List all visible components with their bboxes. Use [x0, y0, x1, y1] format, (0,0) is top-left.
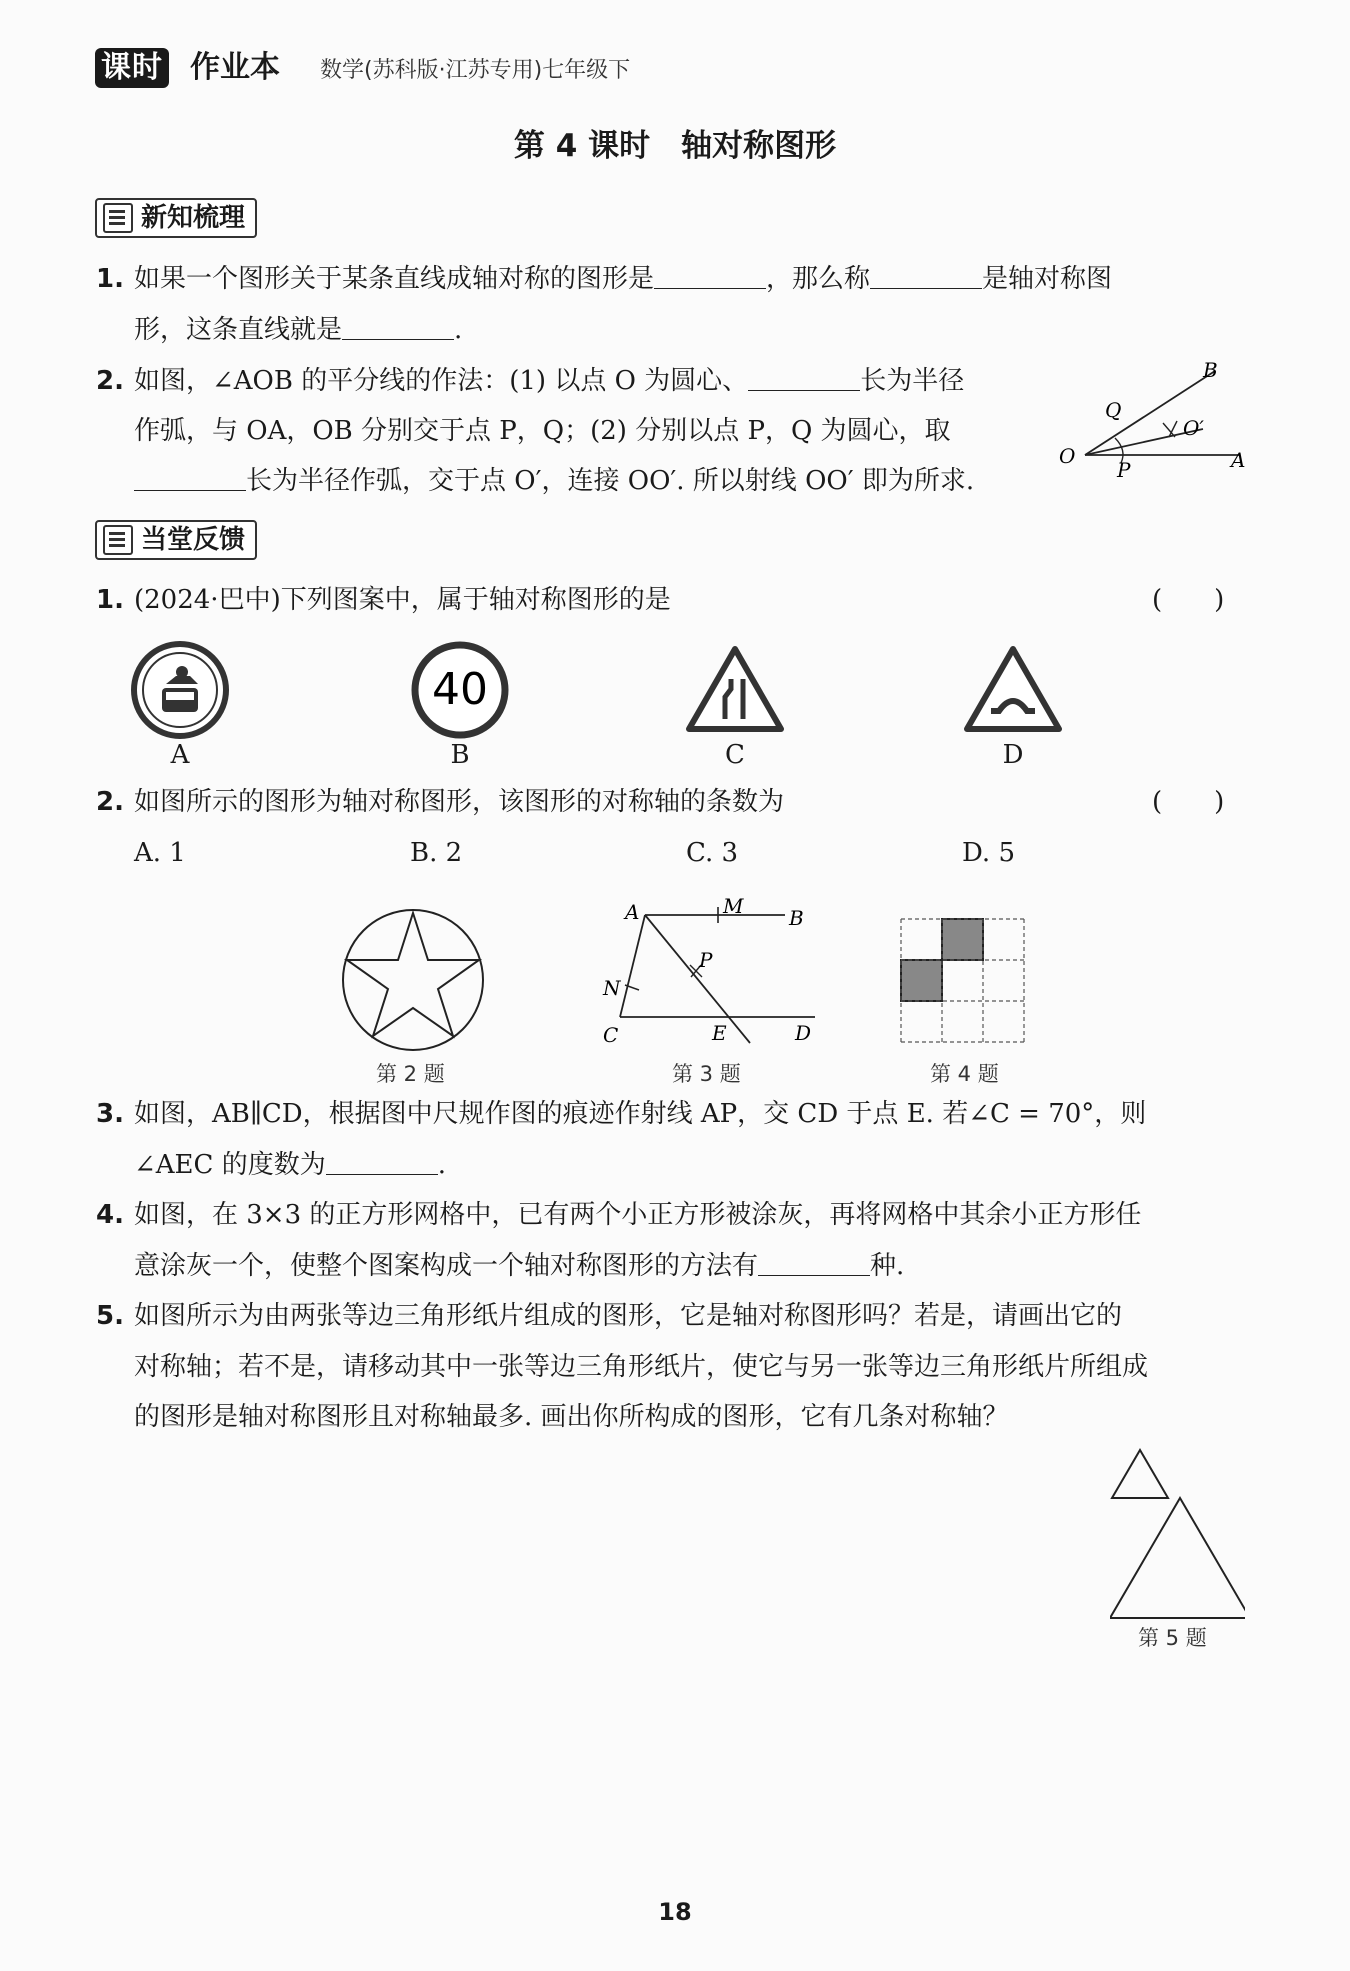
label-o: O [1059, 444, 1076, 468]
choice-c[interactable]: C. 3 [686, 838, 739, 868]
feedback-q4-line2 [134, 1249, 1289, 1283]
answer-blank[interactable] [758, 1249, 870, 1276]
feedback-q1-line [96, 583, 1251, 617]
knowledge-q1-line1 [96, 262, 1251, 296]
caption-fig5: 第 5 题 [1138, 1626, 1207, 1650]
option-label-a: A [170, 740, 190, 770]
question-text: . [454, 315, 463, 345]
feedback-q3-line2 [134, 1148, 1289, 1182]
question-text: ∠AEC 的度数为 [134, 1150, 326, 1180]
option-label-b: B [450, 740, 470, 770]
question-text: 意涂灰一个，使整个图案构成一个轴对称图形的方法有 [134, 1251, 759, 1281]
feedback-q4-line1 [96, 1198, 1251, 1232]
question-text: ，那么称 [766, 264, 871, 294]
question-text: 长为半径 [860, 366, 965, 396]
answer-paren[interactable]: ( ) [1152, 787, 1225, 817]
question-text: 如图所示为由两张等边三角形纸片组成的图形，它是轴对称图形吗？若是，请画出它的 [134, 1301, 1123, 1331]
label-b: B [789, 906, 804, 930]
choice-a[interactable]: A. 1 [134, 838, 186, 868]
choice-b[interactable]: B. 2 [410, 838, 463, 868]
sign-d-icon [963, 645, 1063, 733]
question-number: 1. [96, 585, 124, 615]
figure-grid-3x3 [900, 918, 1032, 1050]
feedback-q5-line1 [96, 1299, 1251, 1333]
feedback-q5-line3 [134, 1400, 1289, 1434]
question-number: 2. [96, 366, 124, 396]
question-text: 的图形是轴对称图形且对称轴最多. 画出你所构成的图形，它有几条对称轴？ [134, 1402, 1009, 1432]
question-text: 种. [870, 1251, 905, 1281]
answer-blank[interactable] [870, 262, 982, 289]
question-text: 如果一个图形关于某条直线成轴对称的图形是 [134, 264, 655, 294]
feedback-q5-line2 [134, 1350, 1289, 1384]
label-p: P [699, 948, 713, 972]
question-number: 5. [96, 1301, 124, 1331]
section-header-knowledge [95, 198, 257, 238]
question-text: 如图，AB∥CD，根据图中尺规作图的痕迹作射线 AP，交 CD 于点 E. 若∠C = 70°，则 [134, 1099, 1147, 1129]
figure-two-triangles [1110, 1448, 1245, 1620]
option-label-d: D [1002, 740, 1024, 770]
page-number: 18 [658, 1898, 692, 1926]
figure-parallel-construction [595, 895, 825, 1055]
question-text: 如图所示的图形为轴对称图形，该图形的对称轴的条数为 [134, 787, 785, 817]
figure-star-in-circle [338, 905, 488, 1055]
answer-blank[interactable] [342, 313, 454, 340]
section-label: 新知梳理 [141, 203, 246, 233]
label-b: B [1203, 358, 1218, 382]
label-a: A [1231, 448, 1246, 472]
answer-blank[interactable] [326, 1148, 438, 1175]
section-label: 当堂反馈 [141, 525, 246, 555]
label-n: N [603, 976, 621, 1000]
label-e: E [712, 1021, 727, 1045]
sign-c-icon [685, 645, 785, 733]
feedback-q3-line1 [96, 1097, 1251, 1131]
question-text: 是轴对称图 [982, 264, 1113, 294]
label-q: Q [1105, 398, 1122, 422]
sign-a-icon [130, 640, 230, 740]
label-m: M [723, 895, 744, 918]
book-name: 作业本 [190, 50, 280, 85]
speed-limit-value: 40 [432, 664, 488, 715]
label-a: A [625, 900, 640, 924]
question-number: 2. [96, 787, 124, 817]
question-text: (2024·巴中)下列图案中，属于轴对称图形的是 [134, 585, 671, 615]
question-text: 如图，在 3×3 的正方形网格中，已有两个小正方形被涂灰，再将网格中其余小正方形任 [134, 1200, 1142, 1230]
knowledge-q2-line3 [134, 464, 1054, 498]
question-text: 对称轴；若不是，请移动其中一张等边三角形纸片，使它与另一张等边三角形纸片所组成 [134, 1352, 1149, 1382]
notebook-icon [103, 203, 133, 233]
label-o-prime: O′ [1183, 416, 1204, 440]
answer-blank[interactable] [134, 464, 246, 491]
question-text: 形，这条直线就是 [134, 315, 343, 345]
section-header-feedback [95, 520, 257, 560]
knowledge-q2-line1 [96, 364, 1056, 398]
label-d: D [795, 1021, 812, 1045]
question-number: 4. [96, 1200, 124, 1230]
pencil-icon [103, 525, 133, 555]
question-text: 长为半径作弧，交于点 O′，连接 OO′. 所以射线 OO′ 即为所求. [246, 466, 975, 496]
answer-blank[interactable] [748, 364, 860, 391]
sign-b-icon [410, 640, 510, 740]
feedback-q2-line [96, 785, 1251, 819]
knowledge-q1-line2 [134, 313, 1289, 347]
caption-fig4: 第 4 题 [930, 1062, 999, 1086]
caption-fig2: 第 2 题 [376, 1062, 445, 1086]
book-logo: 课时 [95, 48, 169, 88]
answer-paren[interactable]: ( ) [1152, 585, 1225, 615]
lesson-title: 第 4 课时 轴对称图形 [513, 128, 837, 164]
label-c: C [603, 1023, 619, 1047]
angle-bisector-figure [1055, 355, 1255, 480]
option-label-c: C [725, 740, 745, 770]
caption-fig3: 第 3 题 [672, 1062, 741, 1086]
question-text: 作弧，与 OA，OB 分别交于点 P，Q；(2) 分别以点 P，Q 为圆心，取 [134, 416, 951, 446]
label-p: P [1117, 458, 1131, 480]
book-subtitle: 数学(苏科版·江苏专用)七年级下 [320, 58, 631, 83]
question-number: 1. [96, 264, 124, 294]
answer-blank[interactable] [654, 262, 766, 289]
knowledge-q2-line2 [134, 414, 1054, 448]
choice-d[interactable]: D. 5 [962, 838, 1015, 868]
question-number: 3. [96, 1099, 124, 1129]
question-text: 如图，∠AOB 的平分线的作法：(1) 以点 O 为圆心、 [134, 366, 749, 396]
question-text: . [437, 1150, 446, 1180]
